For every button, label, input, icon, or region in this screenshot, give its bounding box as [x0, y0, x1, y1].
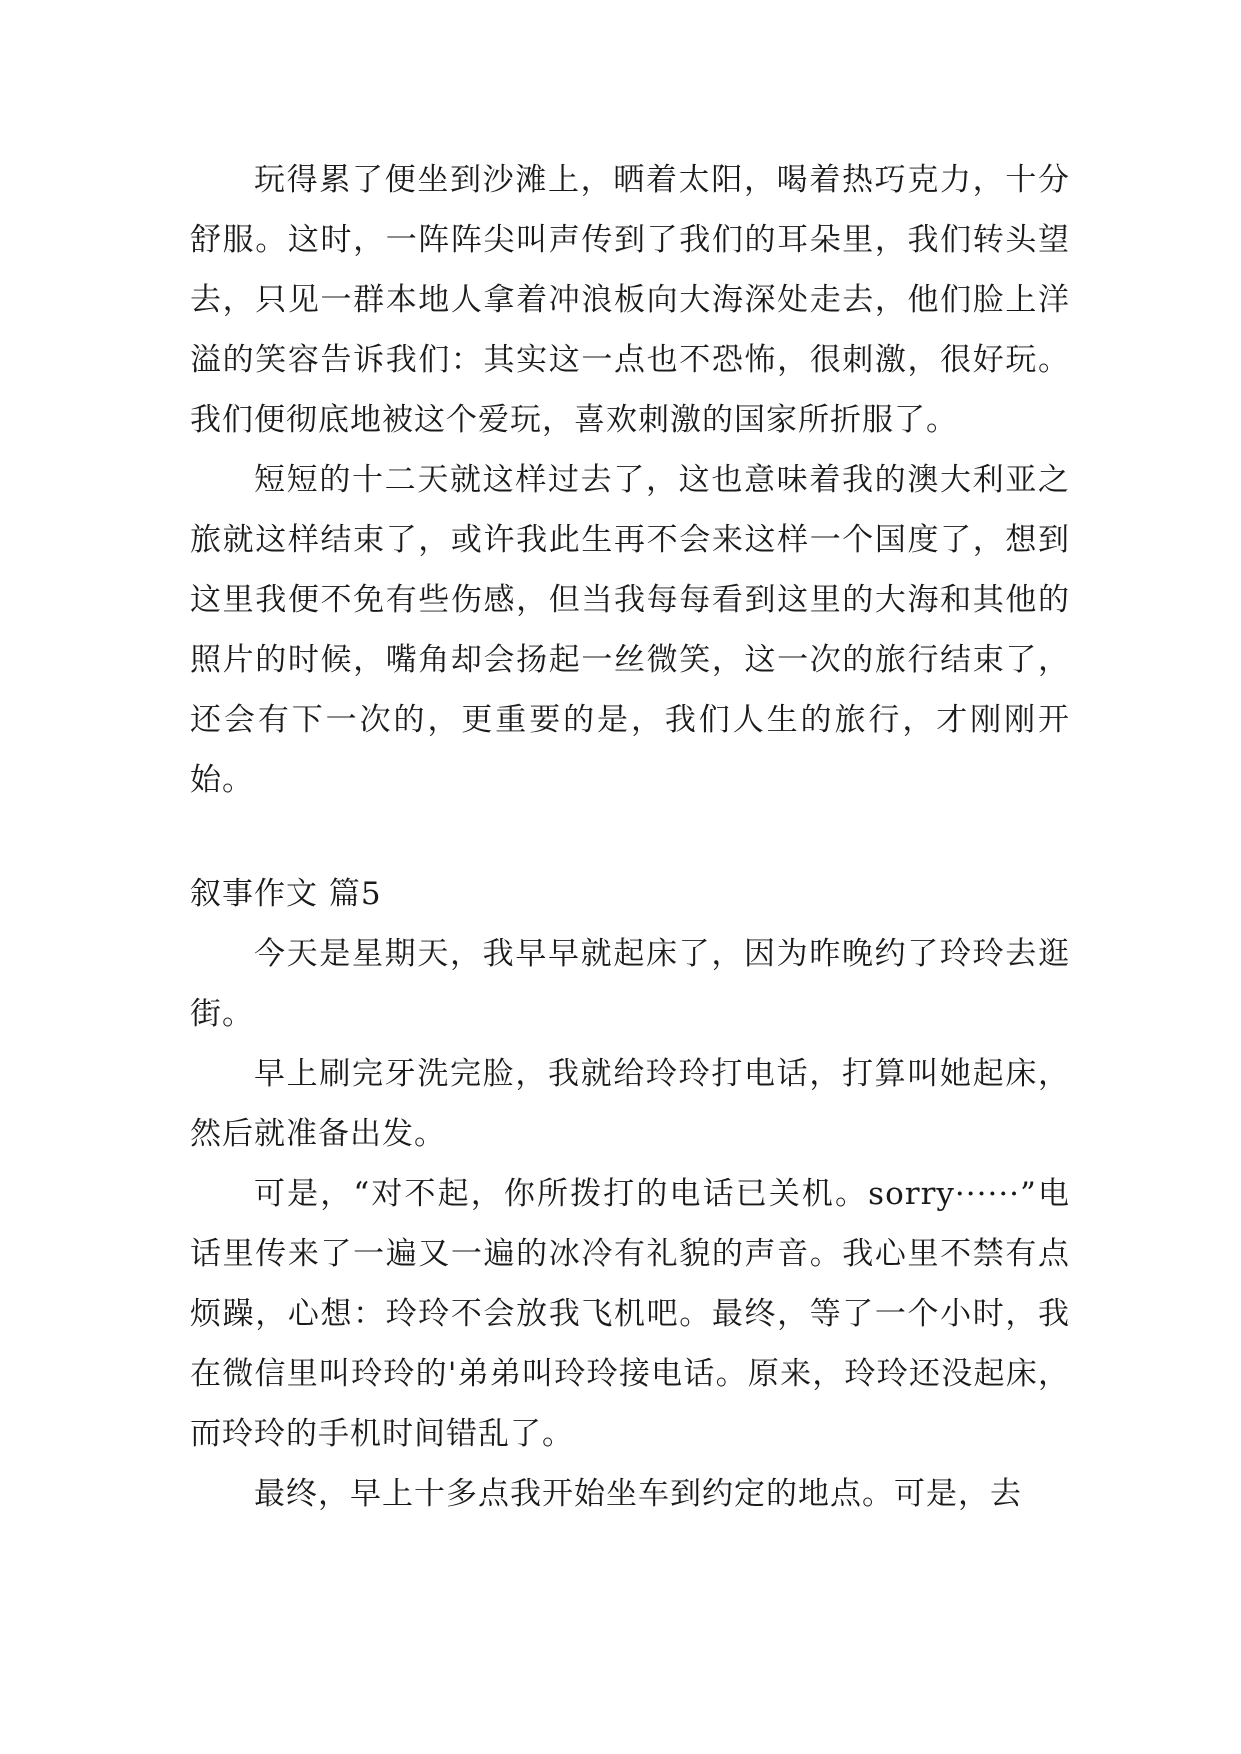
paragraph: 早上刷完牙洗完脸，我就给玲玲打电话，打算叫她起床，然后就准备出发。	[190, 1056, 1070, 1152]
document-page	[190, 150, 1070, 1524]
paragraph: 可是，“对不起，你所拨打的电话已关机。sorry······”电话里传来了一遍又一遍的冰冷有礼貌的声音。我心里不禁有点烦躁，心想：玲玲不会放我飞机吧。最终，等了一个小时，我在微信里叫玲玲的'弟弟叫玲玲接电话。原来，玲玲还没起床，而玲玲的手机时间错乱了。	[190, 1176, 1070, 1452]
section-heading: 叙事作文 篇5	[190, 876, 382, 912]
section-gap	[190, 810, 1070, 864]
paragraph: 今天是星期天，我早早就起床了，因为昨晚约了玲玲去逛街。	[190, 936, 1070, 1032]
paragraph: 玩得累了便坐到沙滩上，晒着太阳，喝着热巧克力，十分舒服。这时，一阵阵尖叫声传到了我们的耳朵里，我们转头望去，只见一群本地人拿着冲浪板向大海深处走去，他们脸上洋溢的笑容告诉我们：其实这一点也不恐怖，很刺激，很好玩。我们便彻底地被这个爱玩，喜欢刺激的国家所折服了。	[190, 162, 1070, 438]
paragraph: 短短的十二天就这样过去了，这也意味着我的澳大利亚之旅就这样结束了，或许我此生再不会来这样一个国度了，想到这里我便不免有些伤感，但当我每每看到这里的大海和其他的照片的时候，嘴角却会扬起一丝微笑，这一次的旅行结束了，还会有下一次的，更重要的是，我们人生的旅行，才刚刚开始。	[190, 462, 1070, 798]
paragraph: 最终，早上十多点我开始坐车到约定的地点。可是，去	[254, 1476, 1022, 1512]
